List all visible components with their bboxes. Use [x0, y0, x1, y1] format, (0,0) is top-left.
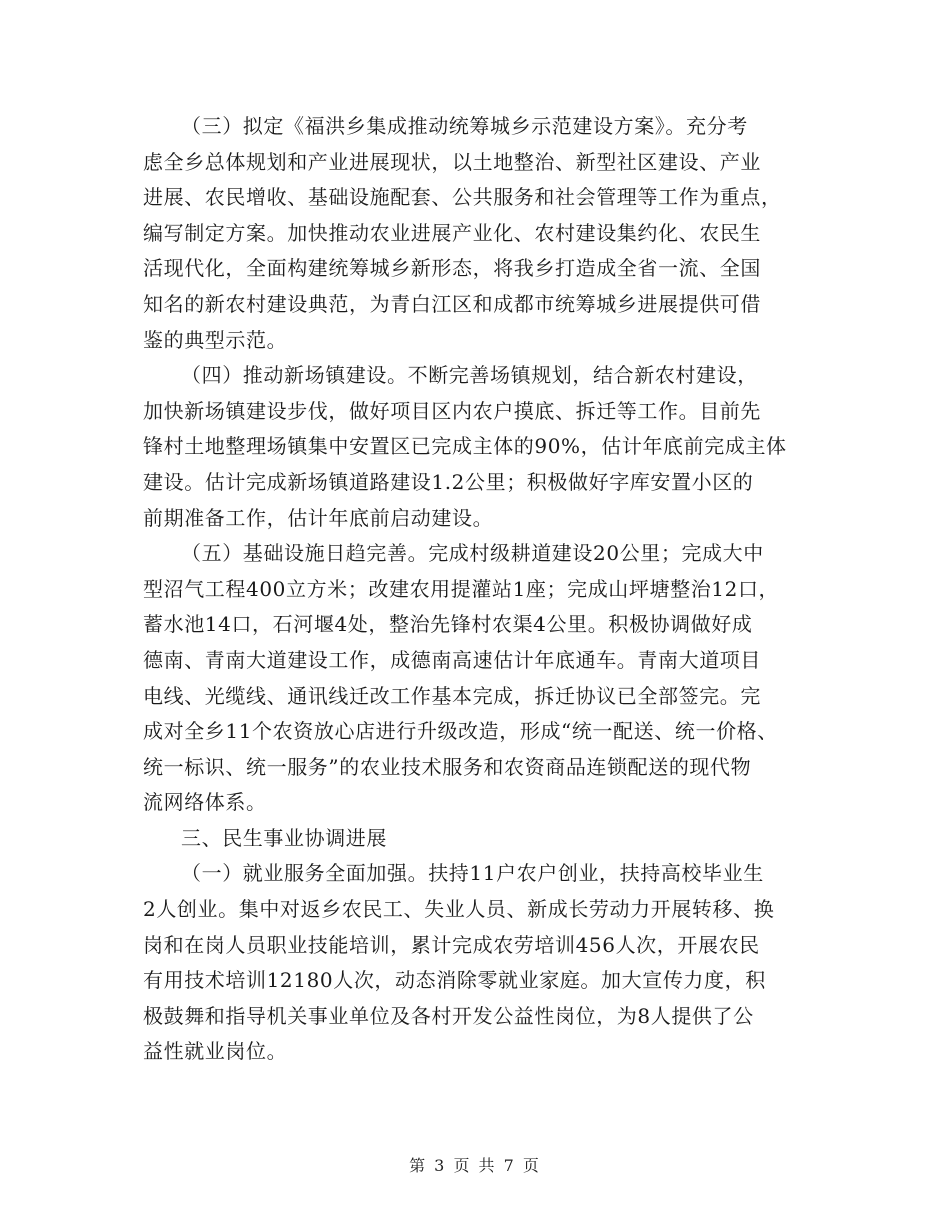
paragraph-line: 知名的新农村建设典范，为青白江区和成都市统筹城乡进展提供可借 [143, 291, 761, 316]
document-body [143, 109, 813, 1070]
paragraph-line: 建设。估计完成新场镇道路建设1.2公里；积极做好字库安置小区的 [143, 469, 754, 494]
paragraph-line: 进展、农民增收、基础设施配套、公共服务和社会管理等工作为重点， [143, 185, 782, 210]
paragraph-line: 型沼气工程400立方米；改建农用提灌站1座；完成山坪塘整治12口， [143, 576, 780, 601]
paragraph-line: 流网络体系。 [143, 790, 267, 815]
paragraph-line: 统一标识、统一服务”的农业技术服务和农资商品连锁配送的现代物 [143, 754, 752, 779]
paragraph-line: 锋村土地整理场镇集中安置区已完成主体的90%，估计年底前完成主体 [143, 434, 787, 459]
paragraph-line: 加快新场镇建设步伐，做好项目区内农户摸底、拆迁等工作。目前先 [143, 398, 761, 423]
paragraph-line: （三）拟定《福洪乡集成推动统筹城乡示范建设方案》。充分考 [181, 114, 748, 138]
paragraph-line: 编写制定方案。加快推动农业进展产业化、农村建设集约化、农民生 [143, 220, 761, 245]
page-number-footer: 第 3 页 共 7 页 [409, 1156, 541, 1175]
paragraph-line: 活现代化，全面构建统筹城乡新形态，将我乡打造成全省一流、全国 [143, 256, 761, 281]
paragraph-line: 成对全乡11个农资放心店进行升级改造，形成“统一配送、统一价格、 [143, 719, 778, 744]
paragraph-line: 虑全乡总体规划和产业进展现状，以土地整治、新型社区建设、产业 [143, 149, 761, 174]
paragraph-line: 电线、光缆线、通讯线迁改工作基本完成，拆迁协议已全部签完。完 [143, 683, 761, 708]
paragraph-line: 岗和在岗人员职业技能培训，累计完成农劳培训456人次，开展农民 [143, 932, 760, 957]
paragraph-line: 有用技术培训12180人次，动态消除零就业家庭。加大宣传力度，积 [143, 968, 766, 993]
paragraph-line: 鉴的典型示范。 [143, 327, 288, 352]
paragraph-line: 极鼓舞和指导机关事业单位及各村开发公益性岗位，为8人提供了公 [143, 1003, 754, 1028]
paragraph-line: 益性就业岗位。 [143, 1039, 288, 1064]
paragraph-line: 前期准备工作，估计年底前启动建设。 [143, 505, 494, 530]
paragraph-line: （五）基础设施日趋完善。完成村级耕道建设20公里；完成大中 [181, 541, 764, 566]
paragraph-line: 2人创业。集中对返乡农民工、失业人员、新成长劳动力开展转移、换 [143, 897, 775, 922]
paragraph-line: 德南、青南大道建设工作，成德南高速估计年底通车。青南大道项目 [143, 647, 761, 672]
paragraph-line: （四）推动新场镇建设。不断完善场镇规划，结合新农村建设， [181, 363, 758, 388]
section-heading: 三、民生事业协调进展 [181, 825, 387, 850]
paragraph-line: （一）就业服务全面加强。扶持11户农户创业，扶持高校毕业生 [181, 861, 764, 886]
paragraph-line: 蓄水池14口，石河堰4处，整治先锋村农渠4公里。积极协调做好成 [143, 612, 753, 637]
